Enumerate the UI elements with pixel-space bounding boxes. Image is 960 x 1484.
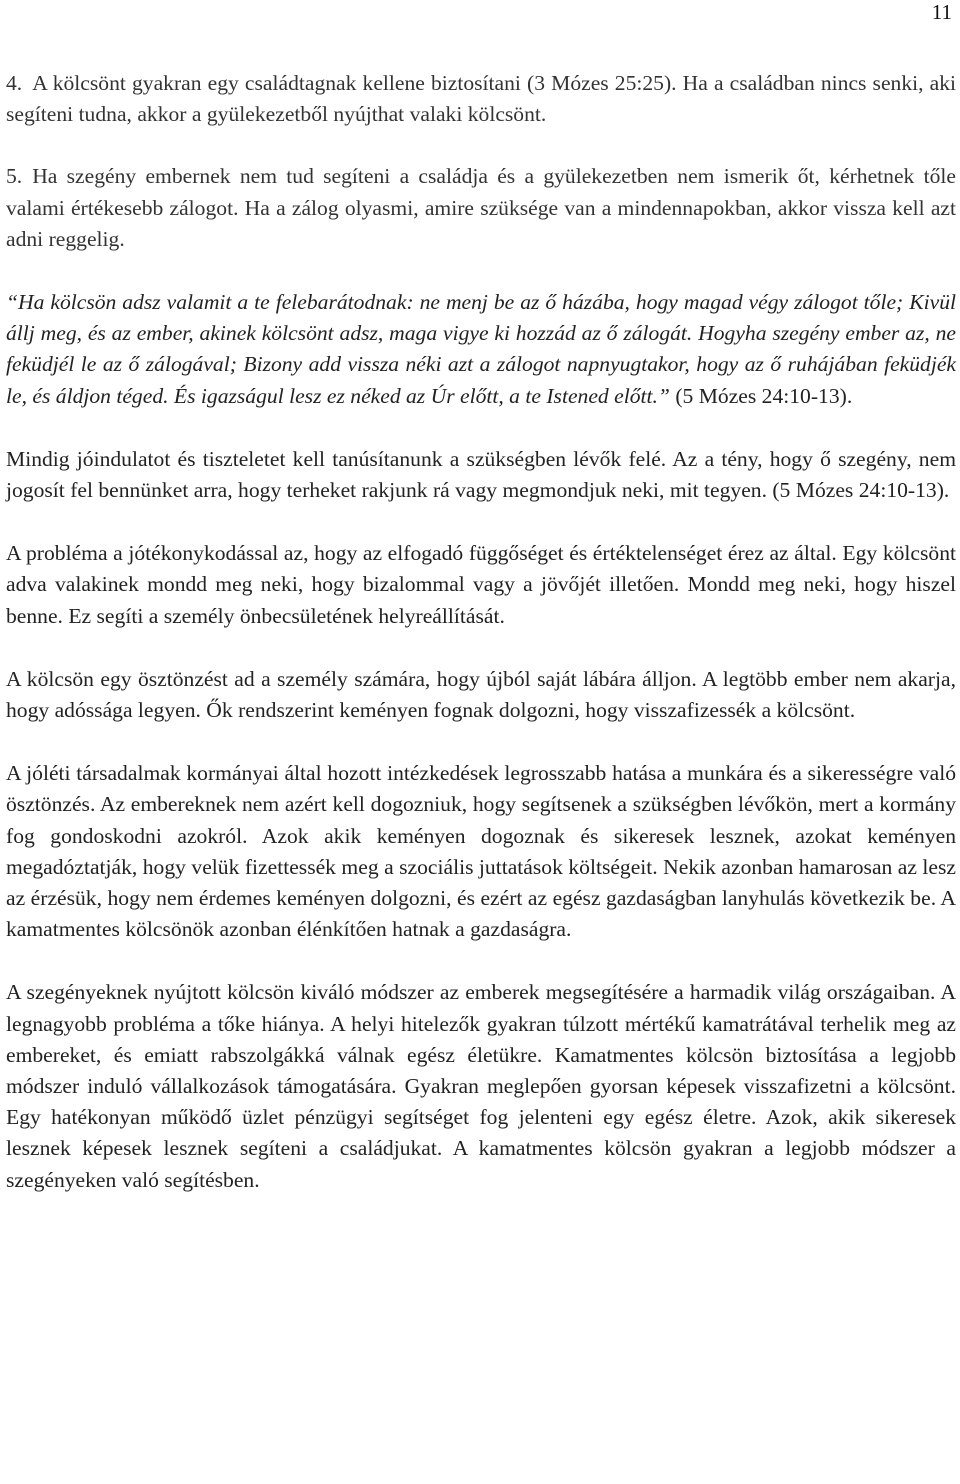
quote-text: “Ha kölcsön adsz valamit a te felebarátodnak: ne menj be az ő házába, hogy magad végy zálogot tőle; Kivül állj meg, és az ember, akinek kölcsönt adsz, maga vigye ki hozzád az ő zálogát. Hogyha szegény ember az, ne feküdjél le az ő zálogával; Bizony add vissza néki azt a zálogot napnyugtakor, hogy az ő ruhájában feküdjék le, és áldjon téged. És igazságul lesz ez néked az Úr előtt, a te Istened előtt.” — [6, 290, 956, 408]
quote-reference: (5 Mózes 24:10-13). — [675, 383, 853, 408]
paragraph: A jóléti társadalmak kormányai által hozott intézkedések legrosszabb hatása a munkára és a sikerességre való ösztönzés. Az embereknek nem azért kell dogozniuk, hogy segítsenek a szükségben lévőkön, mert a kormány fog gondoskodni azokról. Azok akik keményen dogoznak és sikeresek lesznek, azokat keményen megadóztatják, hogy velük fizettessék meg a szociális juttatások költségeit. Nekik azonban hamarosan az lesz az érzésük, hogy nem érdemes keményen dolgozni, és ezért az egész gazdaságban lanyhulás következik be. A kamatmentes kölcsönök azonban élénkítően hatnak a gazdaságra. — [6, 761, 956, 942]
list-item-5 — [6, 161, 956, 255]
document-body — [6, 68, 956, 1196]
paragraph: Mindig jóindulatot és tiszteletet kell tanúsítanunk a szükségben lévők felé. Az a tény, hogy ő szegény, nem jogosít fel bennünket arra, hogy terheket rakjunk rá vagy megmondjuk neki, mit tegyen. (5 Mózes 24:10-13). — [6, 446, 956, 503]
list-item-text: Ha szegény embernek nem tud segíteni a családja és a gyülekezetben nem ismerik őt, kérhetnek tőle valami értékesebb zálogot. Ha a zálog olyasmi, amire szüksége van a mindennapokban, akkor vissza kell azt adni reggelig. — [6, 164, 956, 251]
list-item-4 — [6, 68, 956, 130]
paragraph: A kölcsön egy ösztönzést ad a személy számára, hogy újból saját lábára álljon. A legtöbb ember nem akarja, hogy adóssága legyen. Ők rendszerint keményen fognak dolgozni, hogy visszafizessék a kölcsönt. — [6, 666, 956, 723]
page-number: 11 — [931, 0, 952, 24]
list-item-text: A kölcsönt gyakran egy családtagnak kellene biztosítani (3 Mózes 25:25). Ha a családban nincs senki, aki segíteni tudna, akkor a gyülekezetből nyújthat valaki kölcsönt. — [6, 71, 956, 127]
list-item-number: 4. — [6, 71, 23, 95]
scripture-quote — [6, 287, 956, 412]
list-item-number: 5. — [6, 164, 23, 189]
paragraph: A szegényeknek nyújtott kölcsön kiváló módszer az emberek megsegítésére a harmadik világ országaiban. A legnagyobb probléma a tőke hiánya. A helyi hitelezők gyakran túlzott mértékű kamatrátával terhelik meg az embereket, és emiatt rabszolgákká válnak egész életükre. Kamatmentes kölcsön biztosítása a legjobb módszer induló vállalkozások támogatására. Gyakran meglepően gyorsan képesek visszafizetni a kölcsönt. Egy hatékonyan működő üzlet pénzügyi segítséget fog jelenteni egy egész életre. Azok, akik sikeresek lesznek képesek lesznek segíteni a családjukat. A kamatmentes kölcsön gyakran a legjobb módszer a szegényeken való segítésben. — [6, 980, 956, 1192]
paragraph: A probléma a jótékonykodással az, hogy az elfogadó függőséget és értéktelenséget érez az által. Egy kölcsönt adva valakinek mondd meg neki, hogy bizalommal vagy a jövőjét illetően. Mondd meg neki, hogy hiszel benne. Ez segíti a személy önbecsületének helyreállítását. — [6, 541, 956, 628]
